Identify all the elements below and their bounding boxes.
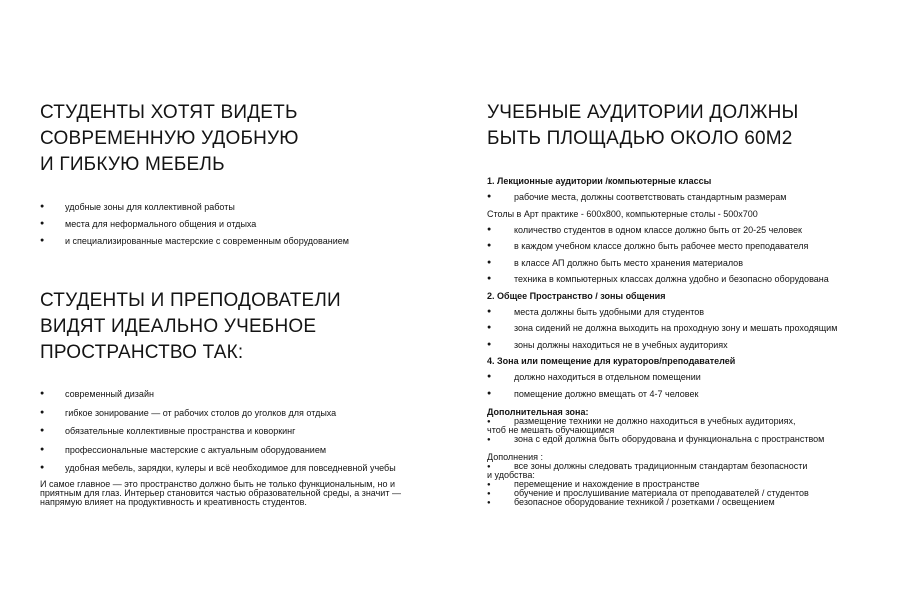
list-item: ● места должны быть удобными для студентов [487, 306, 887, 318]
list-item: ● должно находиться в отдельном помещении [487, 371, 887, 383]
extra-zone-block [487, 408, 887, 444]
extra-zone-list-2 [487, 435, 887, 444]
section-2-list [487, 306, 887, 351]
list-item: ● все зоны должны следовать традиционным стандартам безопасности [487, 462, 887, 471]
list-item: ● зоны должны находиться не в учебных аудиториях [487, 339, 887, 351]
list-item: ● количество студентов в одном классе должно быть от 20-25 человек [487, 224, 887, 236]
section-4-list [487, 371, 887, 400]
list-item: ● обязательные коллективные пространства и коворкинг [40, 425, 440, 437]
list-item: ● рабочие места, должны соответствовать стандартным размерам [487, 191, 887, 203]
list-item: ● гибкое зонирование — от рабочих столов до уголков для отдыха [40, 407, 440, 419]
heading-classroom-area: УЧЕБНЫЕ АУДИТОРИИ ДОЛЖНЫ БЫТЬ ПЛОЩАДЬЮ ОКОЛО 60М2 [487, 102, 799, 149]
list-item: ● размещение техники не должно находиться в учебных аудиториях, [487, 417, 887, 426]
heading-ideal-space: СТУДЕНТЫ И ПРЕПОДОВАТЕЛИ ВИДЯТ ИДЕАЛЬНО УЧЕБНОЕ ПРОСТРАНСТВО ТАК: [40, 290, 341, 363]
list-item: ● безопасное оборудование техникой / розетками / освещением [487, 498, 887, 507]
extra-zone-list [487, 417, 887, 426]
section-1-list-a [487, 191, 887, 203]
list-item: ● современный дизайн [40, 388, 440, 400]
list-item: ● зона с едой должна быть оборудована и функциональна с пространством [487, 435, 887, 444]
section-1-title: 1. Лекционные аудитории /компьютерные классы [487, 176, 712, 186]
list-item: ● места для неформального общения и отдыха [40, 218, 440, 230]
closing-paragraph: И самое главное — это пространство должно быть не только функциональным, но и приятным для глаз. Интерьер становится частью образовательной среды, а значит — напрямую влияет на продуктивность и креативность студентов. [40, 479, 401, 507]
additions-continuation: и удобства: [487, 469, 535, 480]
list-item: ● помещение должно вмещать от 4-7 человек [487, 388, 887, 400]
additions-title: Дополнения : [487, 451, 543, 462]
section-2-title: 2. Общее Пространство / зоны общения [487, 290, 666, 301]
section-4-title: 4. Зона или помещение для кураторов/преподавателей [487, 356, 736, 366]
left-column [40, 100, 440, 507]
list-item: ● профессиональные мастерские с актуальным оборудованием [40, 444, 440, 456]
additions-block [487, 453, 887, 507]
list-item: ● зона сидений не должна выходить на проходную зону и мешать проходящим [487, 322, 887, 334]
list-item: ● перемещение и нахождение в пространстве [487, 480, 887, 489]
list-item: ● и специализированные мастерские с современным оборудованием [40, 235, 440, 247]
section-1-note: Столы в Арт практике - 600х800, компьютерные столы - 500х700 [487, 208, 758, 219]
extra-zone-continuation: чтоб не мешать обучающимся [487, 424, 615, 435]
list-item: ● в каждом учебном классе должно быть рабочее место преподавателя [487, 240, 887, 252]
list-item: ● в классе АП должно быть место хранения материалов [487, 257, 887, 269]
student-wants-list [40, 201, 440, 247]
section-1-list-b [487, 224, 887, 286]
additions-list-a [487, 462, 887, 471]
ideal-space-list [40, 388, 440, 474]
list-item: ● техника в компьютерных классах должна удобно и безопасно оборудована [487, 273, 887, 285]
right-column [487, 100, 887, 507]
extra-zone-title: Дополнительная зона: [487, 406, 589, 417]
heading-students-want: СТУДЕНТЫ ХОТЯТ ВИДЕТЬ СОВРЕМЕННУЮ УДОБНУЮ И ГИБКУЮ МЕБЕЛЬ [40, 102, 299, 175]
list-item: ● удобная мебель, зарядки, кулеры и всё необходимое для повседневной учебы [40, 462, 440, 474]
list-item: ● удобные зоны для коллективной работы [40, 201, 440, 213]
list-item: ● обучение и прослушивание материала от преподавателей / студентов [487, 489, 887, 498]
additions-list-b [487, 480, 887, 507]
